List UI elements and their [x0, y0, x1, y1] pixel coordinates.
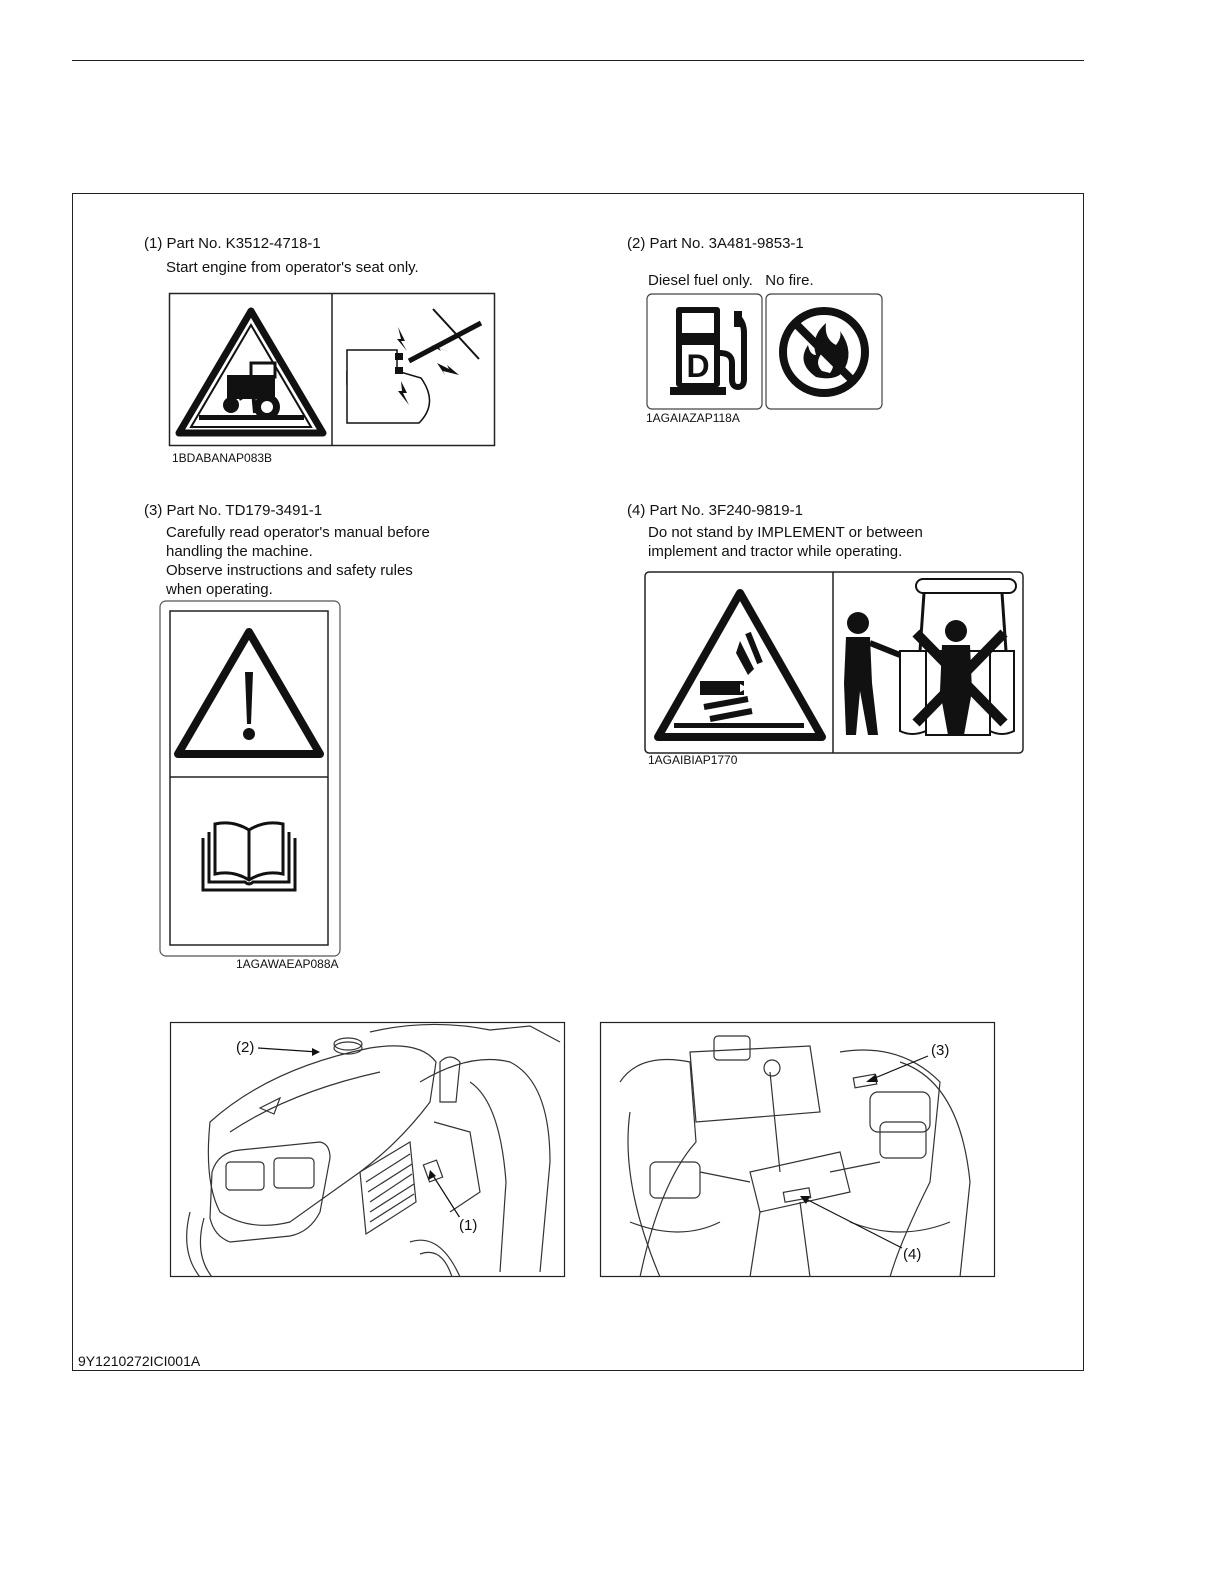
header-rule	[72, 60, 1084, 61]
callout-2: (2)	[236, 1039, 255, 1056]
label-4-description-line-1: Do not stand by IMPLEMENT or between	[648, 524, 923, 541]
label-3-code: 1AGAWAEAP088A	[236, 957, 339, 971]
label-3-description-line-3: Observe instructions and safety rules	[166, 562, 413, 579]
callout-leaders-left	[170, 1022, 565, 1277]
label-2-description: Diesel fuel only. No fire.	[648, 272, 814, 289]
label-1-description: Start engine from operator's seat only.	[166, 259, 419, 276]
label-3-decal	[159, 600, 341, 957]
label-2-code: 1AGAIAZAP118A	[646, 411, 740, 425]
label-4-heading: (4) Part No. 3F240-9819-1	[627, 502, 803, 519]
label-4-decal	[644, 571, 1024, 754]
label-3-description-line-2: handling the machine.	[166, 543, 313, 560]
callout-4: (4)	[903, 1246, 922, 1263]
no-fire-icon	[783, 311, 865, 393]
callout-leaders-right	[600, 1022, 995, 1277]
label-3-description-line-4: when operating.	[166, 581, 273, 598]
label-4-code: 1AGAIBIAP1770	[648, 753, 738, 767]
label-3-heading: (3) Part No. TD179-3491-1	[144, 502, 323, 519]
label-1-code: 1BDABANAP083B	[172, 451, 273, 465]
label-1-heading: (1) Part No. K3512-4718-1	[144, 235, 321, 252]
document-code: 9Y1210272ICI001A	[78, 1353, 201, 1369]
callout-3: (3)	[931, 1042, 950, 1059]
label-1-decal	[169, 293, 495, 446]
label-3-description-line-1: Carefully read operator's manual before	[166, 524, 430, 541]
callout-1: (1)	[459, 1217, 478, 1234]
label-2-heading: (2) Part No. 3A481-9853-1	[627, 235, 804, 252]
svg-text:D: D	[686, 348, 710, 384]
label-4-description-line-2: implement and tractor while operating.	[648, 543, 903, 560]
label-2-decal	[646, 293, 884, 411]
